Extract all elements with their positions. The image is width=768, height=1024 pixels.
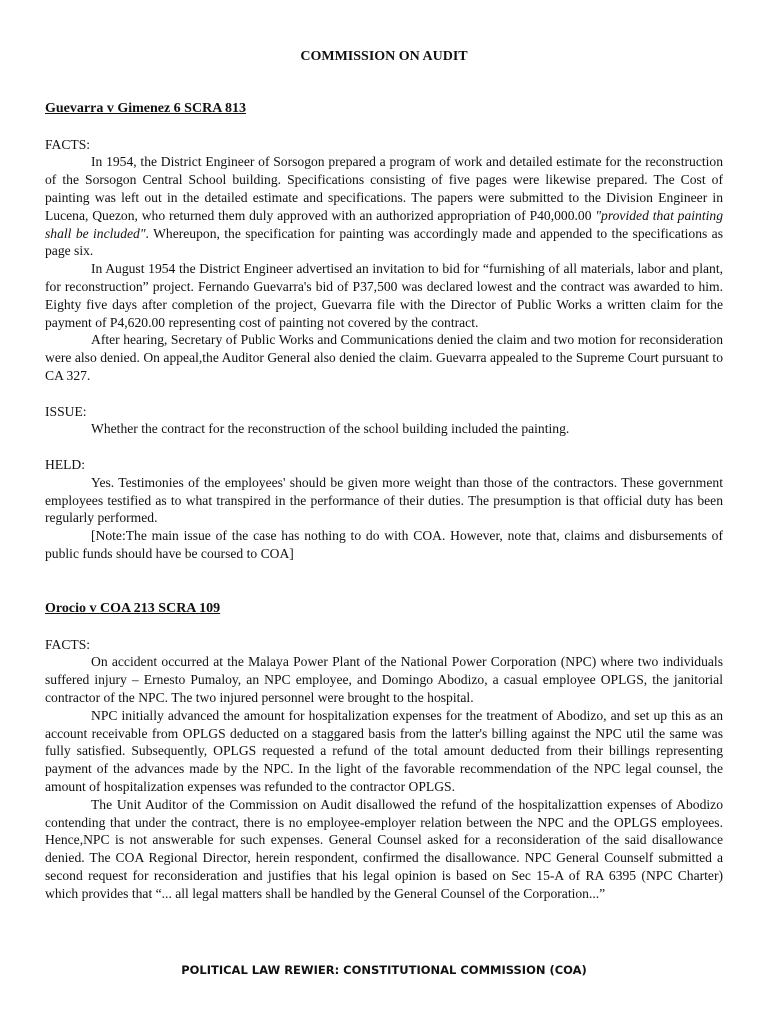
facts-paragraph-3: The Unit Auditor of the Commission on Audit disallowed the refund of the hospitalizattion expenses of Abodizo contending that under the contract, there is no employee-employer relation between the NPC and the OPLGS employees. Hence,NPC is not answerable for such expenses. General Counsel asked for a reconsideration of the said disallowance denied. The COA Regional Director, herein respondent, confirmed the disallowance. NPC General Counself submitted a second request for reconsideration and justifies that his legal opinion is based on Sec 15-A of RA 6395 (NPC Charter) which provides that “... all legal matters shall be handled by the General Counsel of the Corporation...” [45,796,723,901]
quoted-text: "provided that painting shall be included" [45,207,723,241]
text-span: . Whereupon, the specification for painting was accordingly made and appended to the specifications as page six. [45,225,723,259]
facts-paragraph-3: After hearing, Secretary of Public Works and Communications denied the claim and two motion for reconsideration were also denied. On appeal,the Auditor General also denied the claim. Guevarra appealed to the Supreme Court pursuant to CA 327. [45,332,723,383]
facts-paragraph-1: On accident occurred at the Malaya Power Plant of the National Power Corporation (NPC) where two individuals suffered injury – Ernesto Pumaloy, an NPC employee, and Domingo Abodizo, a casual employee OPLGS, the janitorial contractor of the NPC. The two injured personnel were brought to the hospital. [45,654,723,705]
facts-label: FACTS: [45,136,91,152]
case-title: Orocio v COA 213 SCRA 109 [45,601,221,616]
facts-label: FACTS: [45,636,91,652]
document-title: COMMISSION ON AUDIT [300,49,468,64]
issue-paragraph: Whether the contract for the reconstruction of the school building included the painting. [91,421,570,437]
note-paragraph: [Note:The main issue of the case has nothing to do with COA. However, note that, claims and disbursements of public funds should have be coursed to COA] [45,528,723,561]
page-footer: POLITICAL LAW REWIER: CONSTITUTIONAL COMMISSION (COA) [181,963,587,977]
facts-paragraph-1 [45,153,723,260]
issue-label: ISSUE: [45,403,87,419]
case-guevarra [45,100,723,563]
case-orocio [45,600,723,903]
facts-paragraph-2: NPC initially advanced the amount for hospitalization expenses for the treatment of Abodizo, and set up this as an account receivable from OPLGS deducted on a staggared basis from the latter's billing against the NPC util the same was fully satisfied. Subsequently, OPLGS requested a refund of the total amount deducted from their billings representing payment of the advances made by the NPC. In the light of the favorable recommendation of the NPC legal counsel, the amount of hospitalization expenses was refunded to the contractor OPLGS. [45,707,723,794]
facts-paragraph-2: In August 1954 the District Engineer advertised an invitation to bid for “furnishing of all materials, labor and plant, for reconstruction” project. Fernando Guevarra's bid of P37,500 was declared lowest and the contract was awarded to him. Eighty five days after completion of the project, Guevarra file with the Director of Public Works a written claim for the payment of P4,620.00 representing cost of painting not covered by the contract. [45,261,723,330]
text-span: In 1954, the District Engineer of Sorsogon prepared a program of work and detailed estimate for the reconstruction of the Sorsogon Central School building. Specifications consisting of five pages were likewise prepared. The Cost of painting was left out in the detailed estimate and specifications. The papers were submitted to the Division Engineer in Lucena, Quezon, who returned them duly approved with an authorized appropriation of P40,000.00 [45,154,723,223]
held-label: HELD: [45,456,86,472]
case-title: Guevarra v Gimenez 6 SCRA 813 [45,101,247,116]
held-paragraph: Yes. Testimonies of the employees' should be given more weight than those of the contractors. These government employees testified as to what transpired in the performance of their duties. The presumption is that official duty has been regularly performed. [45,474,723,526]
